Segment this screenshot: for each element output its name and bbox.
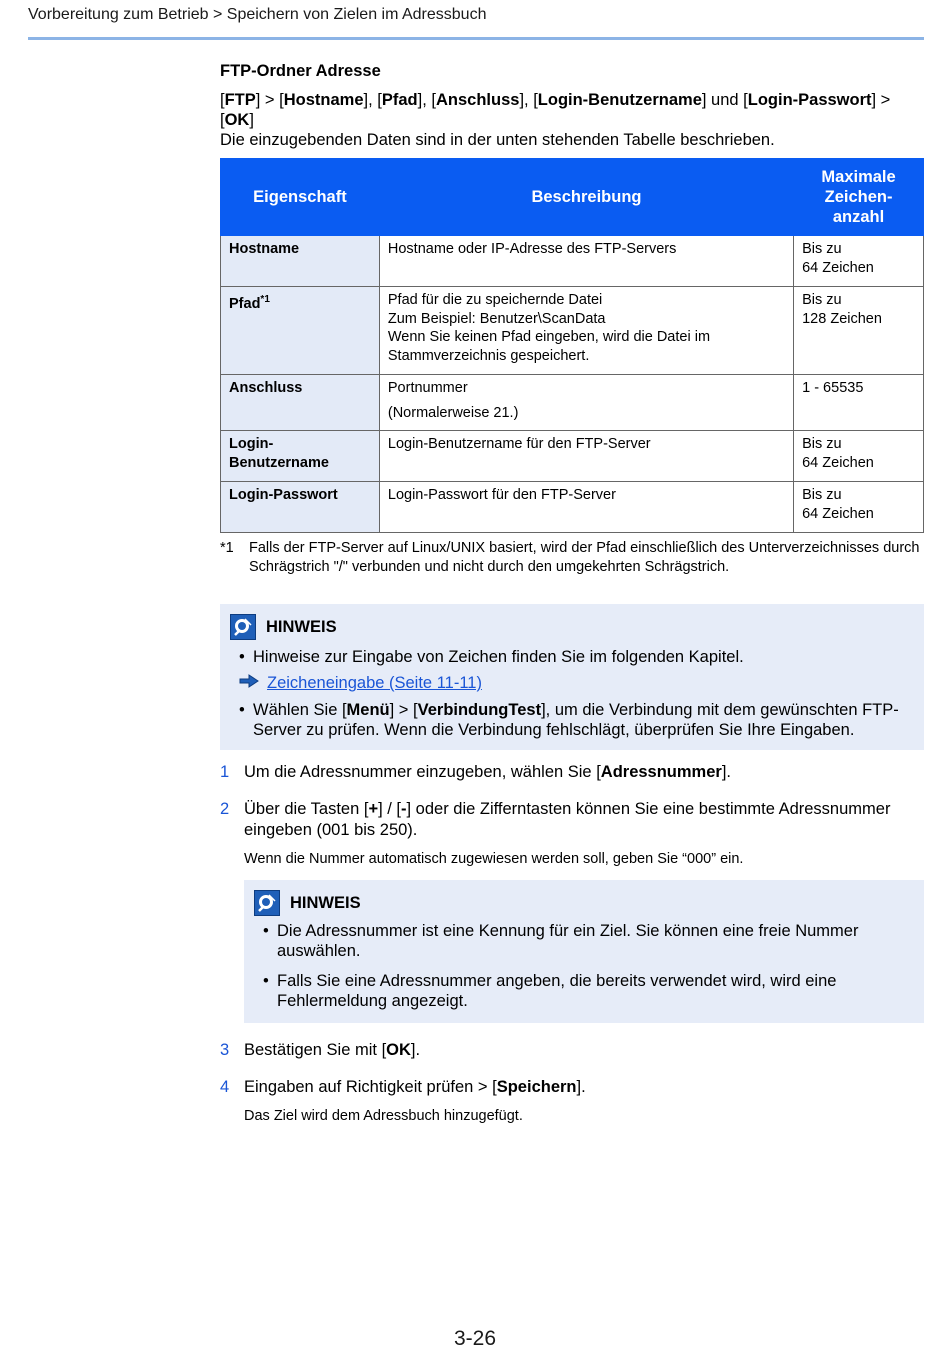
step-text-part: Bestätigen Sie mit [	[244, 1041, 387, 1059]
header-divider	[28, 37, 924, 40]
path-key-login-password: Login-Passwort	[747, 91, 872, 109]
step-text	[244, 799, 924, 841]
note-title: HINWEIS	[290, 893, 361, 912]
path-key-hostname: Hostname	[283, 91, 364, 109]
max-cell	[794, 431, 924, 482]
step-number: 1	[220, 763, 230, 781]
prop-name-cell: Hostname	[221, 236, 380, 287]
header-max-chars	[794, 159, 924, 236]
properties-table	[220, 158, 924, 533]
path-key-ok: OK	[224, 111, 250, 129]
header-eigenschaft: Eigenschaft	[221, 159, 380, 236]
path-key-pfad: Pfad	[381, 91, 418, 109]
breadcrumb: Vorbereitung zum Betrieb > Speichern von Zielen im Adressbuch	[28, 6, 487, 23]
path-key-login-user: Login-Benutzername	[537, 91, 702, 109]
bullet-icon: •	[239, 701, 245, 719]
key-verbindungtest: VerbindungTest	[417, 701, 542, 719]
note-icon	[230, 614, 256, 640]
step-text-part: Über die Tasten [	[244, 800, 369, 818]
header-max-line: Maximale	[821, 168, 896, 186]
note-header	[230, 614, 914, 640]
key-adressnummer: Adressnummer	[600, 763, 722, 781]
desc-cell	[379, 236, 793, 287]
step-text	[244, 1040, 420, 1061]
note-box	[244, 880, 924, 1023]
desc-line: Login-Benutzername für den FTP-Server	[387, 436, 651, 452]
prop-name-line: Login-	[229, 436, 274, 452]
max-line: 64 Zeichen	[802, 454, 874, 471]
path-text: ]	[249, 111, 254, 129]
table-row	[221, 287, 924, 375]
path-text: ] > [	[255, 91, 284, 109]
path-key-ftp: FTP	[224, 91, 256, 109]
max-cell	[794, 375, 924, 431]
prop-name-text: Pfad	[229, 295, 261, 312]
bullet-icon: •	[263, 922, 269, 940]
desc-line: Stammverzeichnis gespeichert.	[387, 347, 590, 364]
chapter-link[interactable]: Zeicheneingabe (Seite 11-11)	[267, 674, 482, 692]
prop-name-line: Benutzername	[229, 454, 329, 471]
desc-cell	[379, 482, 793, 533]
key-plus: +	[368, 800, 379, 818]
path-key-anschluss: Anschluss	[435, 91, 520, 109]
path-text: ], [	[363, 91, 382, 109]
max-line: Bis zu	[802, 436, 842, 452]
link-row	[239, 674, 914, 693]
step-number: 4	[220, 1078, 230, 1096]
desc-cell	[379, 375, 793, 431]
max-line: Bis zu	[802, 487, 842, 503]
step-1	[220, 762, 924, 783]
header-max-line: Zeichen-	[824, 188, 893, 206]
max-line: Bis zu	[802, 241, 842, 257]
arrow-right-icon	[239, 674, 267, 693]
bullet-text: Falls Sie eine Adressnummer angeben, die bereits verwendet wird, wird eine Fehlermeldung angezeigt.	[277, 972, 837, 1010]
key-minus: -	[401, 800, 407, 818]
step-text	[244, 1077, 586, 1098]
main-content	[220, 62, 924, 1125]
step-number: 3	[220, 1041, 230, 1059]
table-header-row	[221, 159, 924, 236]
bullet-icon: •	[239, 648, 245, 666]
bullet-text-part: ], um die Verbindung mit dem gewünschten FTP-Server zu prüfen. Wenn die Verbindung fehlschlägt, überprüfen Sie Ihre Eingaben.	[253, 701, 899, 739]
page-number: 3-26	[453, 1327, 497, 1350]
note-title: HINWEIS	[266, 617, 337, 636]
step-text-part: ] / [	[378, 800, 401, 818]
note-bullet	[254, 921, 914, 961]
step-3	[220, 1040, 924, 1061]
desc-line: Hostname oder IP-Adresse des FTP-Servers	[387, 241, 677, 257]
table-row	[221, 431, 924, 482]
note-bullet	[230, 700, 914, 740]
bullet-text: Die Adressnummer ist eine Kennung für ein Ziel. Sie können eine freie Nummer auswählen.	[277, 922, 859, 960]
footnote-mark: *1	[220, 540, 234, 556]
header-beschreibung: Beschreibung	[379, 159, 793, 236]
footnote-ref: *1	[260, 294, 270, 305]
header-max-line: anzahl	[832, 208, 885, 226]
note-box	[220, 604, 924, 750]
step-text	[244, 762, 731, 783]
max-cell	[794, 287, 924, 375]
menu-path	[220, 90, 924, 130]
max-cell	[794, 236, 924, 287]
max-line: 64 Zeichen	[802, 505, 874, 522]
step-4	[220, 1077, 924, 1098]
desc-line: (Normalerweise 21.)	[387, 404, 519, 421]
path-text: ], [	[519, 91, 538, 109]
step-number: 2	[220, 800, 230, 818]
note-header	[254, 890, 914, 916]
bullet-text	[253, 700, 914, 740]
key-ok: OK	[386, 1041, 411, 1059]
note-bullet	[230, 647, 914, 667]
prop-name-cell: Login-Passwort	[221, 482, 380, 533]
desc-line: Zum Beispiel: Benutzer\ScanData	[387, 310, 606, 327]
bullet-text-part: Wählen Sie [	[253, 701, 347, 719]
prop-name-cell	[221, 287, 380, 375]
prop-name-cell	[221, 431, 380, 482]
key-menu: Menü	[346, 701, 390, 719]
footnote-text: Falls der FTP-Server auf Linux/UNIX basiert, wird der Pfad einschließlich des Unterverzeichnisses durch Schrägstrich "/" verbunden und nicht durch den umgekehrten Schrägstrich.	[249, 540, 920, 575]
step-text-part: ] oder die Zifferntasten können Sie eine bestimmte Adressnummer eingeben (001 bis 250).	[244, 800, 891, 839]
desc-line: Login-Passwort für den FTP-Server	[387, 487, 616, 503]
footnote	[220, 539, 924, 576]
intro-text: Die einzugebenden Daten sind in der unten stehenden Tabelle beschrieben.	[220, 131, 775, 149]
max-line: 128 Zeichen	[802, 310, 882, 327]
section-title: FTP-Ordner Adresse	[220, 62, 381, 80]
step-text-part: Eingaben auf Richtigkeit prüfen > [	[244, 1078, 497, 1096]
desc-cell	[379, 431, 793, 482]
table-row	[221, 375, 924, 431]
bullet-text-part: ] > [	[389, 701, 418, 719]
step-text-part: ].	[410, 1041, 421, 1059]
note-bullet	[254, 971, 914, 1011]
path-text: ] > [	[220, 91, 891, 129]
desc-cell	[379, 287, 793, 375]
prop-name-cell: Anschluss	[221, 375, 380, 431]
table-row	[221, 482, 924, 533]
step-text-part: Um die Adressnummer einzugeben, wählen Sie [	[244, 763, 601, 781]
bullet-text: Hinweise zur Eingabe von Zeichen finden Sie im folgenden Kapitel.	[253, 648, 744, 666]
max-line: 1 - 65535	[802, 380, 864, 396]
step-subtext: Das Ziel wird dem Adressbuch hinzugefügt.	[244, 1108, 523, 1124]
step-subtext: Wenn die Nummer automatisch zugewiesen werden soll, geben Sie “000” ein.	[244, 851, 744, 867]
desc-line: Pfad für die zu speichernde Datei	[387, 292, 603, 308]
path-text: [	[220, 91, 225, 109]
max-cell	[794, 482, 924, 533]
key-speichern: Speichern	[496, 1078, 577, 1096]
bullet-icon: •	[263, 972, 269, 990]
step-text-part: ].	[576, 1078, 586, 1096]
desc-line: Portnummer	[387, 380, 468, 396]
step-2	[220, 799, 924, 841]
path-text: ], [	[417, 91, 436, 109]
table-row	[221, 236, 924, 287]
max-line: Bis zu	[802, 292, 842, 308]
step-text-part: ].	[721, 763, 731, 781]
path-text: ] und [	[701, 91, 748, 109]
desc-line: Wenn Sie keinen Pfad eingeben, wird die Datei im	[387, 329, 711, 345]
note-icon	[254, 890, 280, 916]
max-line: 64 Zeichen	[802, 259, 874, 276]
